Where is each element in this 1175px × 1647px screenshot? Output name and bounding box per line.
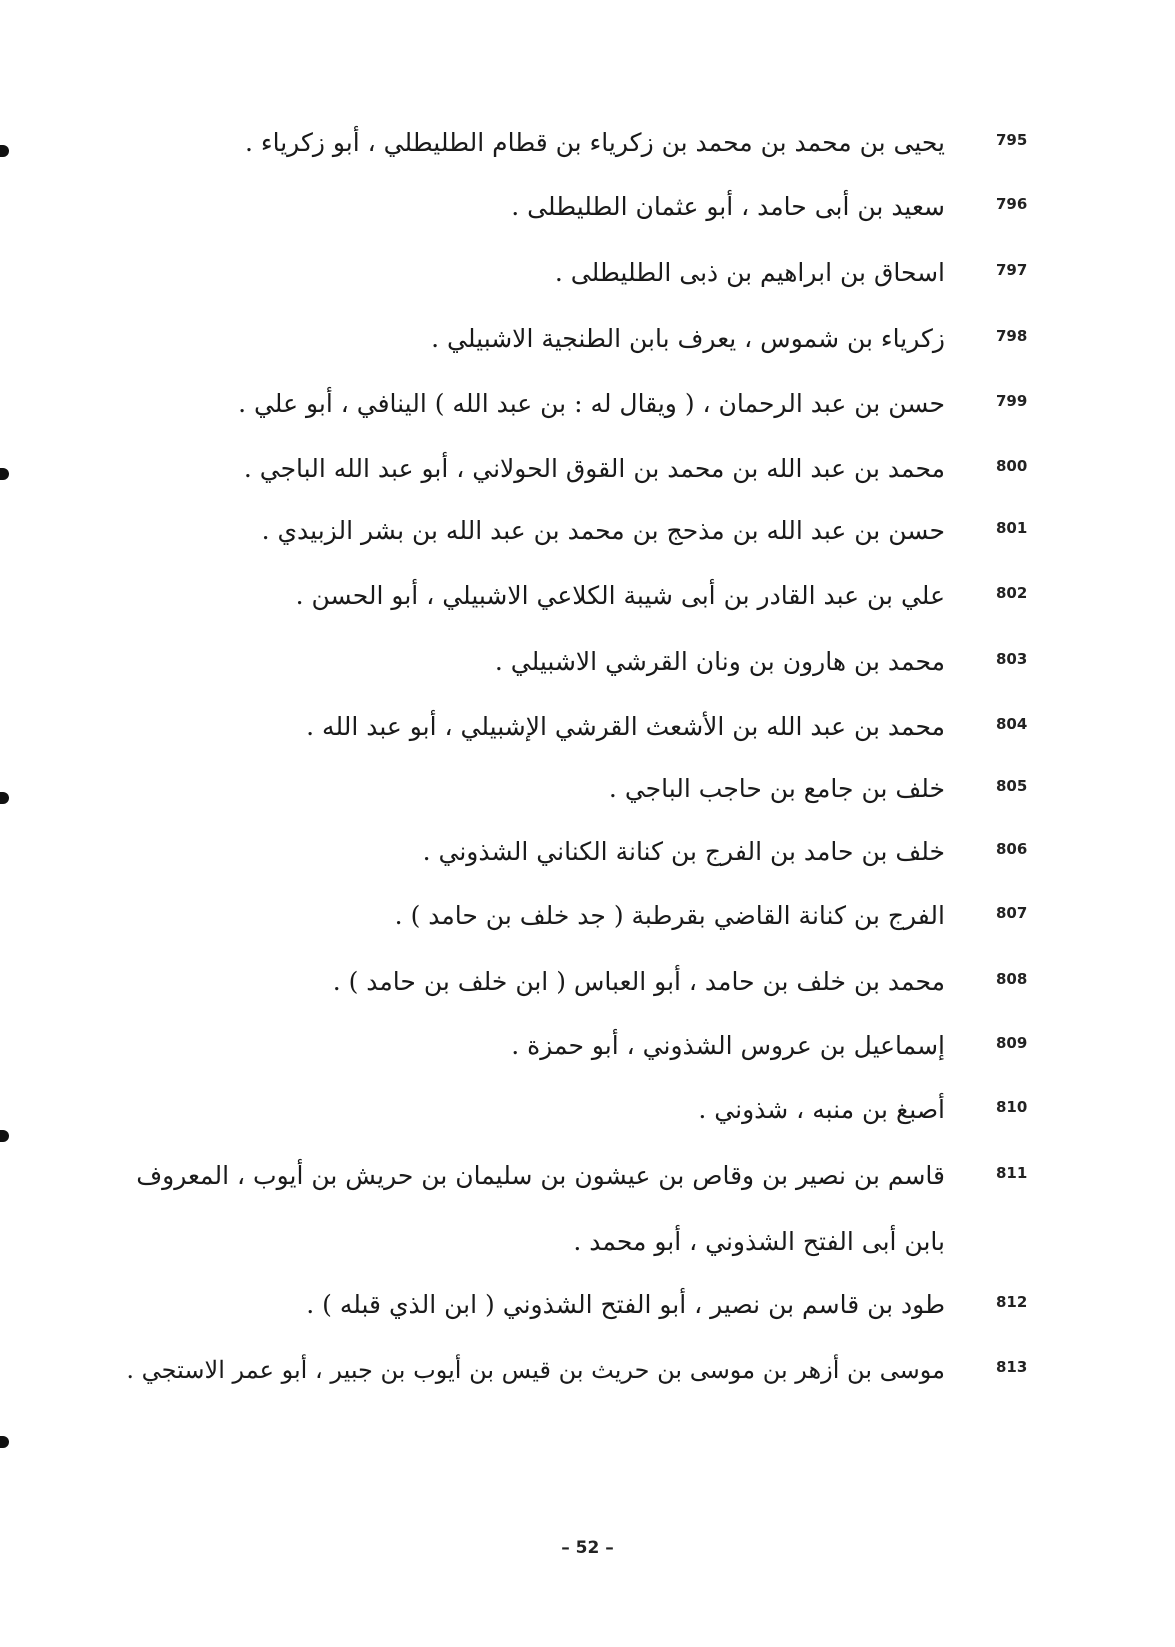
entry-number: 811 bbox=[996, 1164, 1028, 1182]
entry-number: 812 bbox=[996, 1293, 1028, 1311]
entry-number: 805 bbox=[996, 777, 1028, 795]
entry-text: حسن بن عبد الرحمان ، ( ويقال له : بن عبد الله ) الينافي ، أبو علي . bbox=[238, 389, 945, 418]
entry-number: 801 bbox=[996, 519, 1028, 537]
entry-number: 810 bbox=[996, 1098, 1028, 1116]
entry-number: 807 bbox=[996, 904, 1028, 922]
entry-text: علي بن عبد القادر بن أبى شيبة الكلاعي الاشبيلي ، أبو الحسن . bbox=[295, 581, 945, 610]
entry-text: محمد بن عبد الله بن محمد بن القوق الحولاني ، أبو عبد الله الباجي . bbox=[243, 454, 945, 483]
entry-text: زكرياء بن شموس ، يعرف بابن الطنجية الاشبيلي . bbox=[431, 324, 945, 353]
page-number: – 52 – bbox=[561, 1538, 614, 1558]
entry-row bbox=[0, 1090, 1175, 1130]
entry-row bbox=[0, 576, 1175, 616]
entry-number: 800 bbox=[996, 457, 1028, 475]
entry-row bbox=[0, 187, 1175, 227]
entry-row bbox=[0, 832, 1175, 872]
entry-row bbox=[0, 642, 1175, 682]
entry-number: 797 bbox=[996, 261, 1028, 279]
entry-row bbox=[0, 1350, 1175, 1390]
entry-row bbox=[0, 707, 1175, 747]
entry-text: خلف بن جامع بن حاجب الباجي . bbox=[608, 774, 945, 803]
entry-row bbox=[0, 384, 1175, 424]
entry-text: حسن بن عبد الله بن مذحج بن محمد بن عبد الله بن بشر الزبيدي . bbox=[261, 516, 945, 545]
entry-row bbox=[0, 253, 1175, 293]
entry-number: 799 bbox=[996, 392, 1028, 410]
binding-mark bbox=[0, 1130, 9, 1142]
entry-text: اسحاق بن ابراهيم بن ذبى الطليطلى . bbox=[554, 258, 945, 287]
entry-number: 795 bbox=[996, 131, 1028, 149]
entry-number: 808 bbox=[996, 970, 1028, 988]
entry-text-continuation: بابن أبى الفتح الشذوني ، أبو محمد . bbox=[573, 1227, 945, 1256]
entry-row bbox=[0, 769, 1175, 809]
entry-text: محمد بن عبد الله بن الأشعث القرشي الإشبيلي ، أبو عبد الله . bbox=[306, 712, 945, 741]
entry-text: الفرج بن كنانة القاضي بقرطبة ( جد خلف بن حامد ) . bbox=[394, 901, 945, 930]
entry-row bbox=[0, 896, 1175, 936]
entry-number: 813 bbox=[996, 1358, 1028, 1376]
entry-text: أصبغ بن منبه ، شذوني . bbox=[698, 1095, 945, 1124]
entry-text: طود بن قاسم بن نصير ، أبو الفتح الشذوني ( ابن الذي قبله ) . bbox=[306, 1290, 945, 1319]
entry-row bbox=[0, 449, 1175, 489]
entry-text: موسى بن أزهر بن موسى بن حريث بن قيس بن أيوب بن جبير ، أبو عمر الاستجي . bbox=[126, 1356, 945, 1384]
entry-text: سعيد بن أبى حامد ، أبو عثمان الطليطلى . bbox=[511, 192, 945, 221]
entry-text: يحيى بن محمد بن محمد بن زكرياء بن قطام الطليطلي ، أبو زكرياء . bbox=[244, 128, 945, 157]
entry-number: 803 bbox=[996, 650, 1028, 668]
entry-row bbox=[0, 319, 1175, 359]
entry-row bbox=[0, 511, 1175, 551]
entry-row bbox=[0, 1285, 1175, 1325]
entry-number: 796 bbox=[996, 195, 1028, 213]
entry-number: 804 bbox=[996, 715, 1028, 733]
entry-number: 809 bbox=[996, 1034, 1028, 1052]
entry-text: محمد بن هارون بن ونان القرشي الاشبيلي . bbox=[494, 647, 945, 676]
entry-text: إسماعيل بن عروس الشذوني ، أبو حمزة . bbox=[511, 1031, 945, 1060]
entry-number: 806 bbox=[996, 840, 1028, 858]
entry-text: محمد بن خلف بن حامد ، أبو العباس ( ابن خلف بن حامد ) . bbox=[332, 967, 945, 996]
entry-row bbox=[0, 962, 1175, 1002]
entry-number: 798 bbox=[996, 327, 1028, 345]
entry-row bbox=[0, 123, 1175, 163]
binding-mark bbox=[0, 1436, 9, 1448]
entry-row bbox=[0, 1026, 1175, 1066]
entry-number: 802 bbox=[996, 584, 1028, 602]
entry-text: خلف بن حامد بن الفرج بن كنانة الكناني الشذوني . bbox=[422, 837, 945, 866]
entry-text: قاسم بن نصير بن وقاص بن عيشون بن سليمان بن حريش بن أيوب ، المعروف bbox=[136, 1161, 945, 1190]
entry-row bbox=[0, 1156, 1175, 1256]
